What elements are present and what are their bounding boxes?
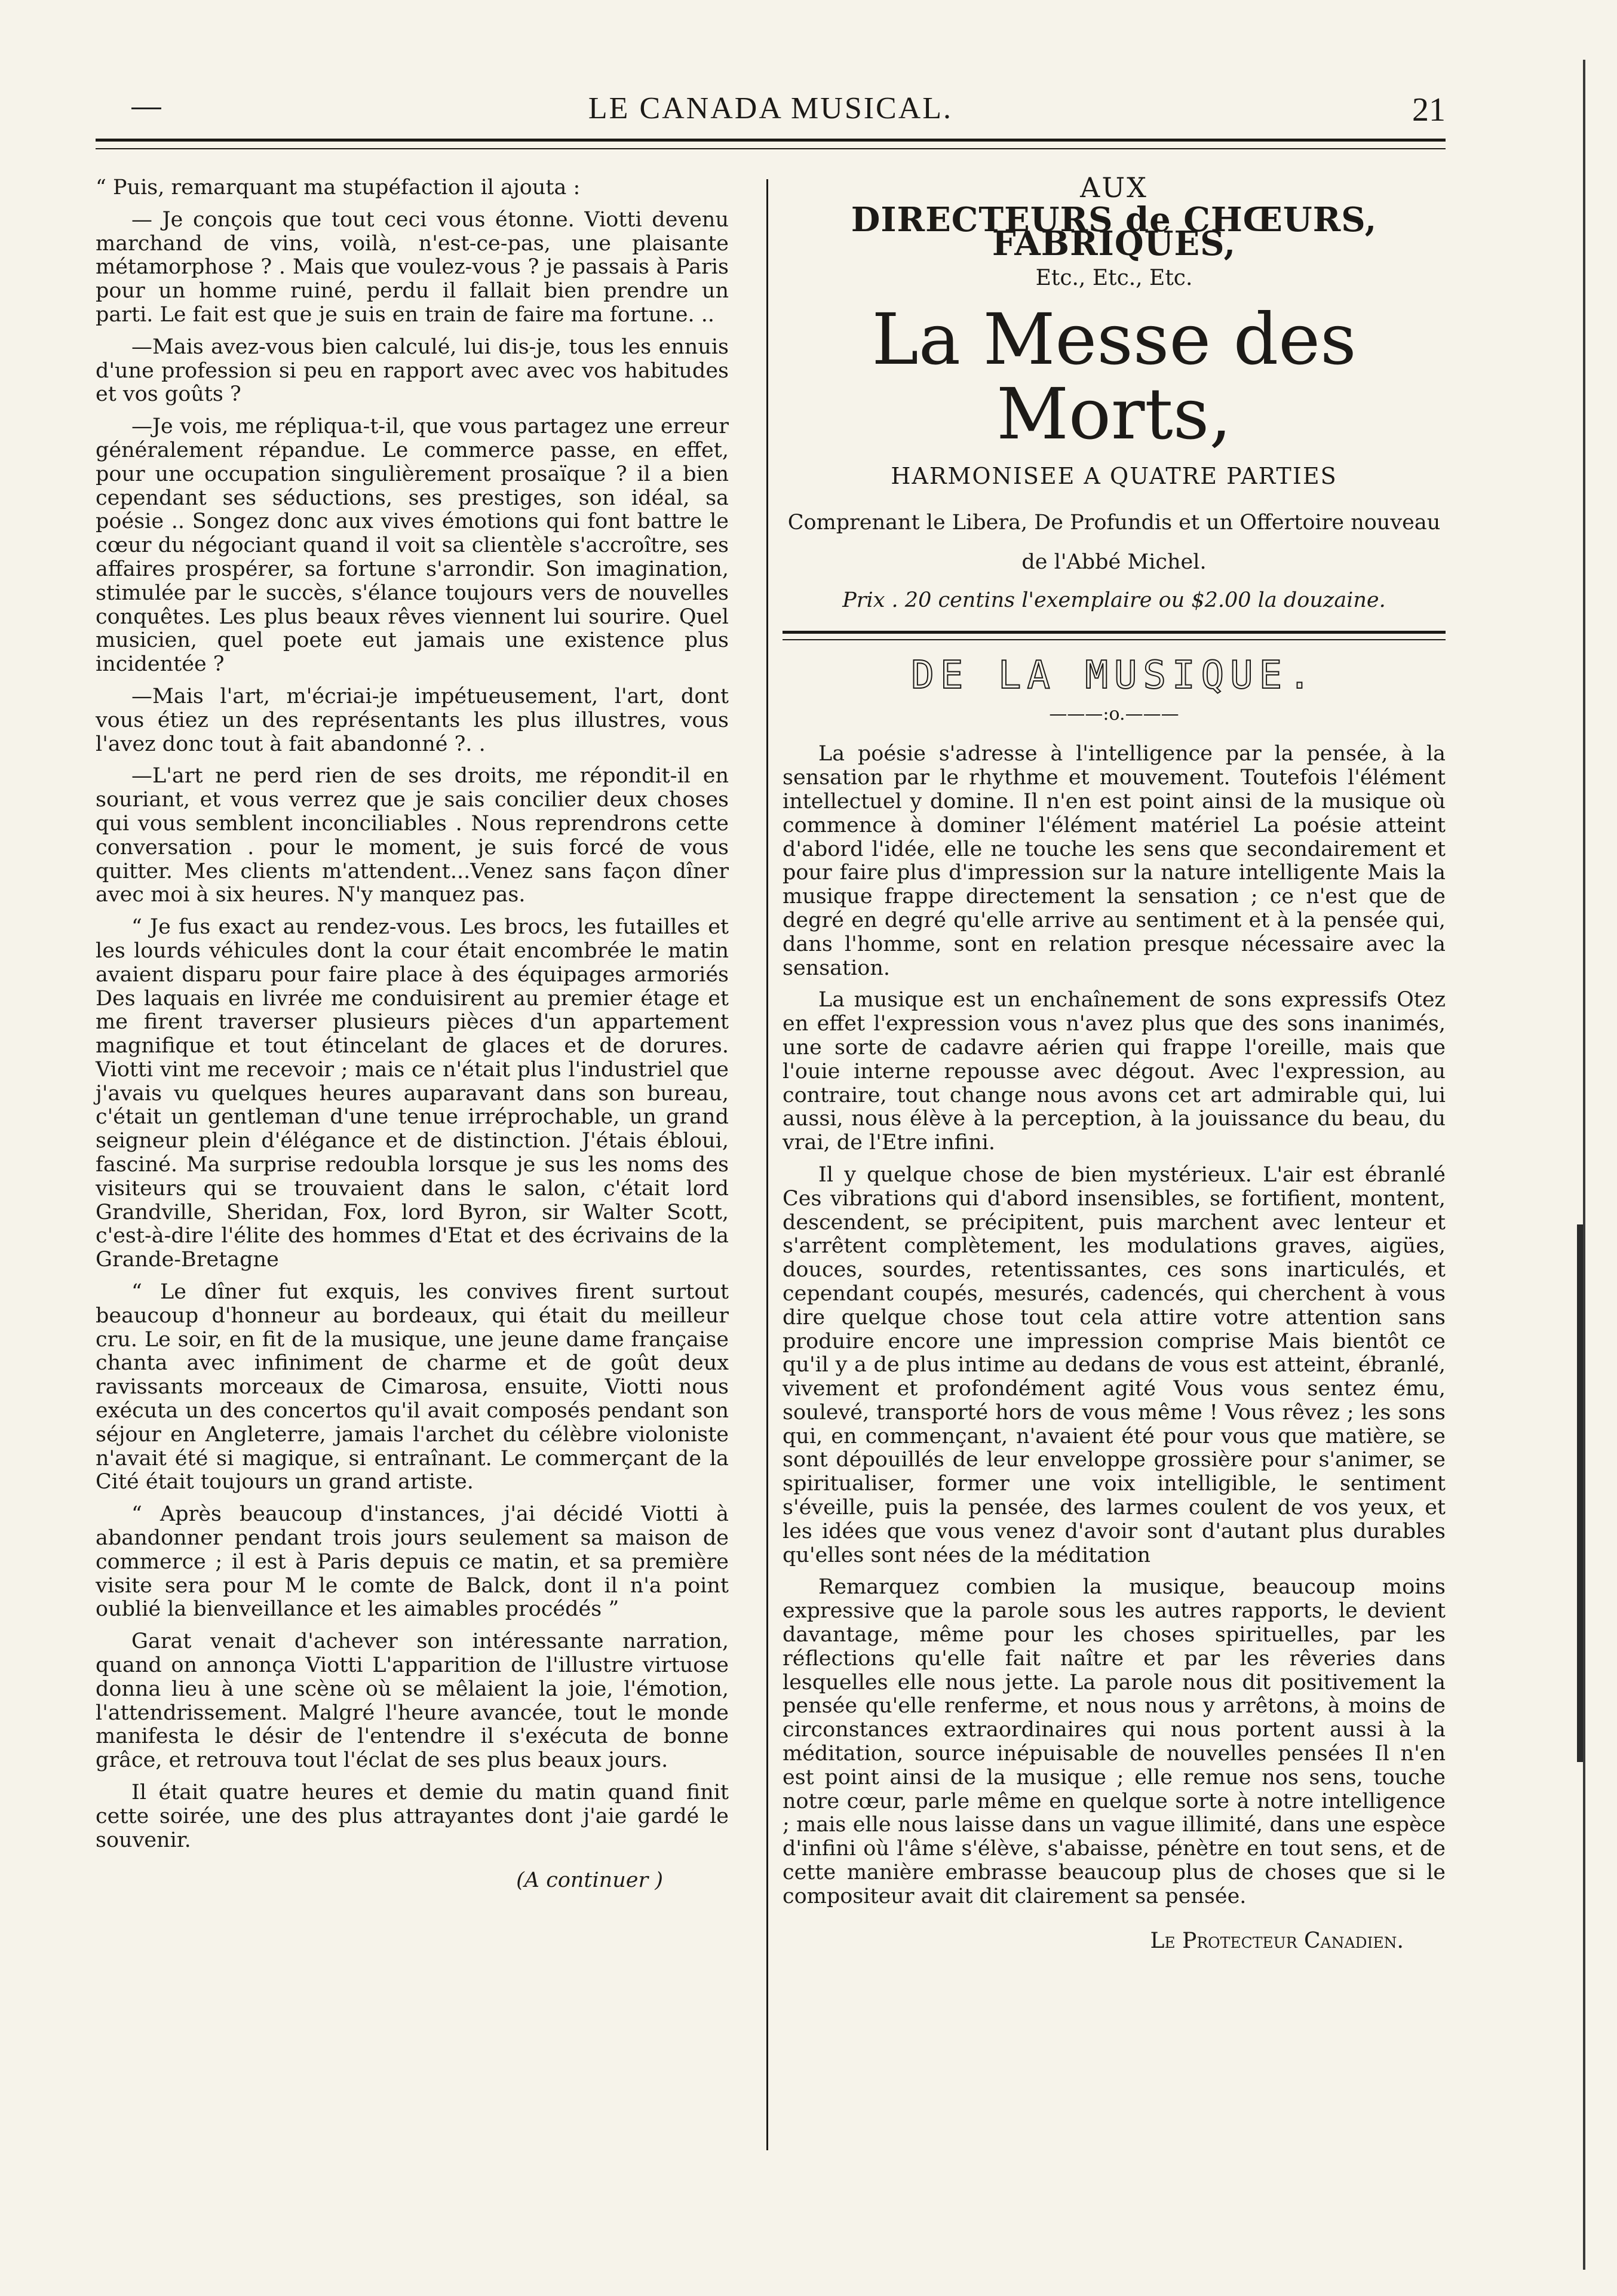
article-separator: ———:o.——— <box>1049 703 1179 725</box>
continuation-note: (A continuer ) <box>516 1868 663 1893</box>
right-column <box>783 171 1446 1953</box>
column-divider <box>766 179 768 2150</box>
margin-smudge <box>1577 1224 1583 1762</box>
paragraph: La poésie s'adresse à l'intelligence par la pensée, à la sensation par le rhythme et mouvement. Toutefois l'élément intellectuel y domine. Il n'en est point ainsi de la musique où commence à dominer l'élément matériel La poésie atteint d'abord l'idée, elle ne touche les sens que secondairement et pour faire plus d'impression sur la nature intelligente Mais la musique frappe directement la sensation ; ce n'est que de degré en degré qu'elle arrive au sentiment et à la pensée qui, dans l'homme, sont en relation presque nécessaire avec la sensation. <box>783 742 1446 980</box>
ad-harmonisee: HARMONISEE A QUATRE PARTIES <box>891 463 1337 490</box>
article-title: DE LA MUSIQUE. <box>911 653 1317 698</box>
page-number: 21 <box>1412 91 1446 128</box>
paragraph: “ Je fus exact au rendez-vous. Les brocs, les futailles et les lourds véhicules dont la cour était encombrée le matin avaient disparu pour faire place à des équipages armoriés Des laquais en livrée me conduisirent au premier étage et me firent traverser plusieurs pièces d'un appartement magnifique et tout étincelant de glaces et de dorures. Viotti vint me recevoir ; mais ce n'était plus l'industriel que j'avais vu quelques heures auparavant dans son bureau, c'était un gentleman d'une tenue irréprochable, un grand seigneur plein d'élégance et de distinction. J'étais ébloui, fasciné. Ma surprise redoubla lorsque je sus les noms des visiteurs qui se trouvaient dans le salon, c'était lord Grandville, Sheridan, Fox, lord Byron, sir Walter Scott, c'est-à-dire l'élite des hommes d'Etat et des écrivains de la Grande-Bretagne <box>96 915 729 1272</box>
paragraph: Il était quatre heures et demie du matin quand finit cette soirée, une des plus attrayantes dont j'aie gardé le souvenir. <box>96 1781 729 1852</box>
paragraph: “ Puis, remarquant ma stupéfaction il ajouta : <box>96 176 581 199</box>
section-rule <box>783 631 1446 640</box>
header-rule <box>96 139 1446 149</box>
paragraph: —Je vois, me répliqua-t-il, que vous partagez une erreur généralement répandue. Le commerce passe, en effet, pour une occupation singulièrement prosaïque ? il a bien cependant ses séductions, ses prestiges, son idéal, sa poésie .. Songez donc aux vives émotions qui font battre le cœur du négociant quand il voit sa clientèle s'accroître, ses affaires prospérer, sa fortune s'arrondir. Son imagination, stimulée par le succès, s'élance toujours vers de nouvelles conquêtes. Les plus beaux rêves viennent lui sourire. Quel musicien, quel poete eut jamais une existence plus incidentée ? <box>96 415 729 677</box>
ad-description: Comprenant le Libera, De Profundis et un Offertoire nouveau de l'Abbé Michel. <box>787 510 1441 574</box>
ad-directeurs: DIRECTEURS de CHŒURS, FABRIQUES, <box>851 199 1377 263</box>
ad-price: Prix . 20 centins l'exemplaire ou $2.00 la douzaine. <box>842 588 1386 612</box>
paragraph: —Mais avez-vous bien calculé, lui dis-je, tous les ennuis d'une profession si peu en rapport avec avec vos habitudes et vos goûts ? <box>96 334 729 407</box>
ad-etc: Etc., Etc., Etc. <box>1035 266 1193 291</box>
left-column <box>96 176 729 1893</box>
paragraph: “ Après beaucoup d'instances, j'ai décidé Viotti à abandonner pendant trois jours seulement sa maison de commerce ; il est à Paris depuis ce matin, et sa première visite sera pour M le comte de Balck, dont il n'a point oublié la bienveillance et les aimables procédés ” <box>96 1502 729 1622</box>
paragraph: —Mais l'art, m'écriai-je impétueusement, l'art, dont vous étiez un des représentants les plus illustres, vous l'avez donc tout à fait abandonné ?. . <box>96 684 729 756</box>
paragraph: La musique est un enchaînement de sons expressifs Otez en effet l'expression vous n'avez plus que des sons inanimés, une sorte de cadavre aérien qui frappe l'oreille, mais que l'ouie interne repousse avec dégout. Avec l'expression, au contraire, tout change nous avons cet art admirable qui, lui aussi, nous élève à la perception, à la jouissance du beau, du vrai, de l'Etre infini. <box>783 988 1446 1155</box>
paragraph: —L'art ne perd rien de ses droits, me répondit-il en souriant, et vous verrez que je sais concilier deux choses qui vous semblent inconciliables . Nous reprendrons cette conversation . pour le moment, je suis forcé de vous quitter. Mes clients m'attendent...Venez sans façon dîner avec moi à six heures. N'y manquez pas. <box>96 764 729 907</box>
paragraph: Il y quelque chose de bien mystérieux. L'air est ébranlé Ces vibrations qui d'abord insensibles, se fortifient, montent, descendent, se précipitent, puis marchent avec lenteur et s'arrêtent complètement, les modulations graves, aigües, douces, sourdes, retentissantes, ces sons inarticulés, et cependant coupés, mesurés, cadencés, qui cherchent à vous dire quelque chose tout cela attire votre attention sans produire encore une impression comprise Mais bientôt ce qu'il y a de plus intime au dedans de vous est atteint, ébranlé, vivement et profondément agité Vous vous sentez ému, soulevé, transporté hors de vous même ! Vous rêvez ; les sons qui, en commençant, n'avaient été pour vous que matière, se sont dépouillés de leur enveloppe grossière pour s'animer, se spiritualiser, former une voix intelligible, le sentiment s'éveille, puis la pensée, des larmes coulent de vos yeux, et les idées que vous venez d'avoir sont d'autant plus durables qu'elles sont nées de la méditation <box>783 1162 1446 1567</box>
margin-binding-line <box>1583 60 1585 2270</box>
masthead: LE CANADA MUSICAL. <box>588 91 953 125</box>
page-header <box>96 84 1446 131</box>
advertisement <box>783 171 1446 613</box>
paragraph: Remarquez combien la musique, beaucoup moins expressive que la parole sous les autres rapports, le devient davantage, même pour les choses spirituelles, par les réflections qu'elle fait naître et par les rêveries dans lesquelles elle nous jette. La parole nous dit positivement la pensée qu'elle renferme, et nous nous y arrêtons, à moins de circonstances extraordinaires qui nous portent aussi à la méditation, source inépuisable de nouvelles pensées Il n'en est point ainsi de la musique ; elle remue nos sens, touche notre cœur, parle même en quelque sorte à notre intelligence ; mais elle nous laisse dans un vague illimité, dans une espèce d'infini où l'âme s'élève, s'abaisse, pénètre en tout sens, et de cette manière embrasse beaucoup plus de choses que si le compositeur avait dit clairement sa pensée. <box>783 1575 1446 1908</box>
paragraph: “ Le dîner fut exquis, les convives firent surtout beaucoup d'honneur au bordeaux, qui était du meilleur cru. Le soir, en fit de la musique, une jeune dame française chanta avec infiniment de charme et de goût deux ravissants morceaux de Cimarosa, ensuite, Viotti nous exécuta un des concertos qu'il avait composés pendant son séjour en Angleterre, jamais l'archet du célèbre violoniste n'avait été si magique, si entraînant. Le commerçant de la Cité était toujours un grand artiste. <box>96 1280 729 1494</box>
ad-aux: AUX <box>1080 171 1148 204</box>
paragraph: Garat venait d'achever son intéressante narration, quand on annonça Viotti L'apparition de l'illustre virtuose donna lieu à une scène où se mêlaient la joie, l'émotion, l'attendrissement. Malgré l'heure avancée, tout le monde manifesta le désir de l'entendre il s'exécuta de bonne grâce, et retrouva tout l'éclat de ses plus beaux jours. <box>96 1629 729 1773</box>
article-signature: Le Protecteur Canadien. <box>1150 1928 1404 1953</box>
paragraph: — Je conçois que tout ceci vous étonne. Viotti devenu marchand de vins, voilà, n'est-ce-pas, une plaisante métamorphose ? . Mais que voulez-vous ? je passais à Paris pour un homme ruiné, perdu il fallait bien prendre un parti. Le fait est que je suis en train de faire ma fortune. .. <box>96 207 729 327</box>
ad-title: La Messe des Morts, <box>872 298 1357 456</box>
